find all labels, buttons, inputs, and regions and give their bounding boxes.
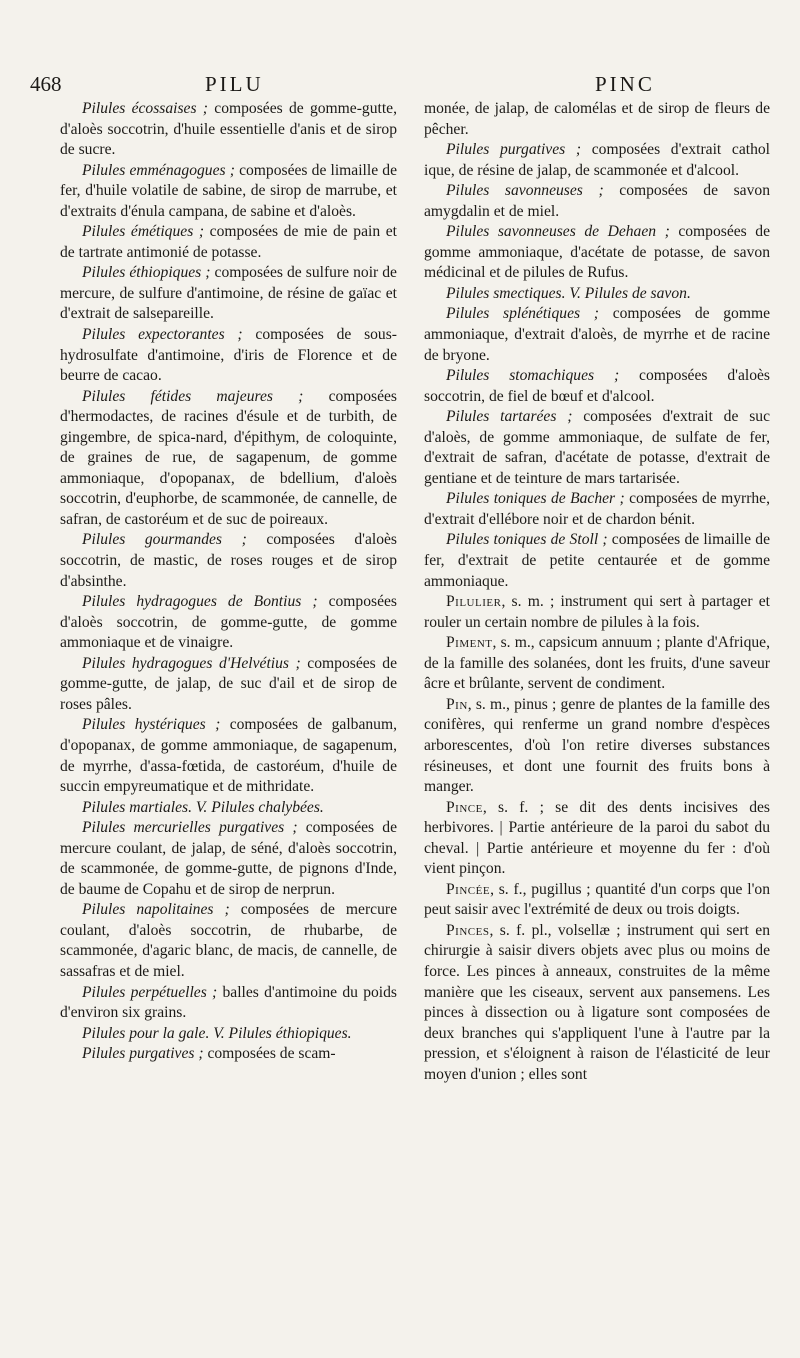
entry-definition: , s. m. ; instrument qui sert à partager et rouler un certain nombre de pilules à la fois. xyxy=(424,593,770,631)
dictionary-entry xyxy=(424,181,770,222)
dictionary-entry xyxy=(424,592,770,633)
entry-term: Pilules gourmandes ; xyxy=(82,531,247,549)
entry-term: Pilules purgatives ; xyxy=(446,141,582,159)
dictionary-entry xyxy=(424,921,770,1085)
dictionary-entry xyxy=(424,284,770,305)
entry-term: Pilules savonneuses de Dehaen ; xyxy=(446,223,670,241)
dictionary-entry xyxy=(424,633,770,695)
entry-term: Pilules napolitaines ; xyxy=(82,901,230,919)
entry-definition: composées de gomme ammoniaque, d'extrait d'aloès, de myrrhe et de racine de bryone. xyxy=(424,305,770,364)
headword: Pinces xyxy=(446,921,490,939)
entry-term: Pilules toniques de Bacher ; xyxy=(446,490,625,508)
dictionary-entry xyxy=(60,325,397,387)
dictionary-entry xyxy=(424,304,770,366)
entry-definition: composées de mercure coulant, d'aloès soccotrin, de rhubarbe, de scammonée, d'agaric blanc, de macis, de cannelle, de sassafras et de miel. xyxy=(60,901,397,980)
dictionary-entry xyxy=(424,695,770,798)
dictionary-entry xyxy=(424,366,770,407)
entry-term: Pilules savonneuses ; xyxy=(446,182,604,200)
entry-definition: composées de limaille de fer, d'huile volatile de sabine, de sirop de marrube, et d'extraits d'énula campana, de sabine et d'aloès. xyxy=(60,161,397,220)
dictionary-entry xyxy=(60,161,397,223)
entry-definition: composées de scam- xyxy=(203,1045,336,1063)
entry-term: Pilules tartarées ; xyxy=(446,408,573,426)
left-column xyxy=(60,99,397,1319)
headword: Piment xyxy=(446,634,493,652)
entry-definition: composées d'aloès soccotrin, de fiel de bœuf et d'alcool. xyxy=(424,367,770,405)
running-head-right: PINC xyxy=(595,72,655,96)
entry-definition: composées de sulfure noir de mercure, de sulfure d'antimoine, de résine de gaïac et d'extrait de salsepareille. xyxy=(60,264,397,323)
entry-definition: composées d'hermodactes, de racines d'ésule et de turbith, de gingembre, de spica-nard, d'épithym, de coloquinte, de graines de rue, de sagapenum, de gomme ammoniaque, d'opopanax, de bdellium, d'aloès soccotrin, d'euphorbe, de scammonée, de cannelle, de safran, de castoréum et de suc de poireaux. xyxy=(60,387,397,528)
headword: Pince xyxy=(446,798,483,816)
dictionary-entry xyxy=(60,222,397,263)
dictionary-entry xyxy=(60,818,397,900)
headword: Pincée xyxy=(446,880,491,898)
entry-term: Pilules hydragogues de Bontius ; xyxy=(82,593,318,611)
dictionary-entry xyxy=(60,263,397,325)
entry-definition: composées d'aloès soccotrin, de gomme-gutte, de gomme ammoniaque et de vinaigre. xyxy=(60,593,397,652)
entry-term: Pilules smectiques. V. Pilules de savon. xyxy=(446,284,691,302)
dictionary-entry xyxy=(60,387,397,531)
dictionary-entry xyxy=(424,140,770,181)
dictionary-entry xyxy=(60,530,397,592)
dictionary-entry xyxy=(424,880,770,921)
dictionary-entry xyxy=(424,798,770,880)
entry-definition: , s. f. ; se dit des dents incisives des herbivores. | Partie antérieure de la paroi du sabot du cheval. | Partie antérieure et moyenne du fer : d'où vient pinçon. xyxy=(424,798,770,878)
entry-definition: composées d'extrait de suc d'aloès, de gomme ammoniaque, de sulfate de fer, d'extrait de safran, d'acétate de potasse, d'extrait de gentiane et de teinture de mars tartarisée. xyxy=(424,408,770,487)
page-number: 468 xyxy=(30,72,62,96)
entry-definition: composées de myrrhe, d'extrait d'ellébore noir et de chardon bénit. xyxy=(424,490,770,528)
entry-definition: composées de limaille de fer, d'extrait de petite centaurée et de gomme ammoniaque. xyxy=(424,531,770,590)
entry-definition: composées de mercure coulant, de jalap, de séné, d'aloès soccotrin, de scammonée, de gomme-gutte, de pignons d'Inde, de baume de Copahu et de sirop de nerprun. xyxy=(60,819,397,898)
entry-definition: composées de mie de pain et de tartrate antimonié de potasse. xyxy=(60,223,397,261)
entry-term: Pilules émétiques ; xyxy=(82,223,205,241)
dictionary-entry xyxy=(60,983,397,1024)
entry-definition: composées d'aloès soccotrin, de mastic, de roses rouges et de sirop d'absinthe. xyxy=(60,531,397,590)
entry-term: Pilules martiales. V. Pilules chalybées. xyxy=(82,798,324,816)
entry-definition: composées de sous-hydrosulfate d'antimoine, d'iris de Florence et de beurre de cacao. xyxy=(60,326,397,385)
entry-definition: , s. m., pinus ; genre de plantes de la famille des conifères, qui renferme un grand nombre d'espèces arborescentes, d'où l'on retire diverses substances résineuses, et dont une fournit des fruits bons à manger. xyxy=(424,695,770,796)
dictionary-entry xyxy=(424,222,770,284)
page-header xyxy=(30,72,778,102)
entry-term: Pilules fétides majeures ; xyxy=(82,387,304,405)
entry-definition: composées de gomme-gutte, de jalap, de suc d'ail et de sirop de roses pâles. xyxy=(60,654,397,713)
entry-term: Pilules pour la gale. V. Pilules éthiopiques. xyxy=(82,1024,352,1042)
entry-definition: composées de gomme ammoniaque, d'acétate de potasse, de savon médicinal et de pilules de Rufus. xyxy=(424,223,770,282)
dictionary-entry xyxy=(60,654,397,716)
right-column xyxy=(424,99,770,1319)
entry-definition: composées d'extrait cathol ique, de résine de jalap, de scammonée et d'alcool. xyxy=(424,141,770,179)
entry-term: Pilules stomachiques ; xyxy=(446,367,620,385)
entry-term: Pilules emménagogues ; xyxy=(82,161,235,179)
entry-term: Pilules écossaises ; xyxy=(82,100,209,117)
headword: Pin xyxy=(446,695,468,713)
entry-definition: balles d'antimoine du poids d'environ six grains. xyxy=(60,983,397,1022)
dictionary-entry xyxy=(60,1044,397,1065)
entry-term: Pilules hydragogues d'Helvétius ; xyxy=(82,654,301,672)
headword: Pilulier xyxy=(446,593,502,611)
entry-definition: , s. f. pl., volsellæ ; instrument qui sert en chirurgie à saisir divers objets avec plus ou moins de force. Les pinces à anneaux, construites de la même manière que les ciseaux, servent aux pansemens. Les pinces à dissection ou à ligature sont composées de deux branches qui s'appliquent l'une à l'autre par la pression, et s'éloignent à raison de l'élasticité de leur moyen d'union ; elles sont xyxy=(424,921,770,1083)
entry-term: Pilules perpétuelles ; xyxy=(82,983,218,1001)
running-head-left: PILU xyxy=(205,72,264,96)
dictionary-entry xyxy=(60,99,397,161)
entry-definition: , s. m., capsicum annuum ; plante d'Afrique, de la famille des solanées, dont les fruits, d'une saveur âcre et brûlante, servent de condiment. xyxy=(424,634,770,693)
entry-term: Pilules éthiopiques ; xyxy=(82,264,211,282)
entry-term: Pilules hystériques ; xyxy=(82,716,221,734)
dictionary-entry xyxy=(60,592,397,654)
entry-term: Pilules toniques de Stoll ; xyxy=(446,531,608,549)
entry-definition: composées de gomme-gutte, d'aloès soccotrin, d'huile essentielle d'anis et de sirop de sucre. xyxy=(60,100,397,159)
entry-term: Pilules expectorantes ; xyxy=(82,326,243,344)
entry-term: Pilules splénétiques ; xyxy=(446,305,599,323)
entry-definition: composées de savon amygdalin et de miel. xyxy=(424,182,770,220)
entry-definition: , s. f., pugillus ; quantité d'un corps que l'on peut saisir avec l'extrémité de deux ou trois doigts. xyxy=(424,880,770,919)
dictionary-entry xyxy=(424,530,770,592)
entry-definition: composées de galbanum, d'opopanax, de gomme ammoniaque, de sagapenum, de myrrhe, d'assa-fœtida, de castoréum, d'huile de succin empyreumatique et de mithridate. xyxy=(60,716,397,796)
dictionary-entry xyxy=(60,900,397,982)
entry-continuation xyxy=(424,99,770,140)
entry-term: Pilules mercurielles purgatives ; xyxy=(82,819,298,837)
entry-term: Pilules purgatives ; xyxy=(82,1045,204,1063)
dictionary-entry xyxy=(60,1024,397,1045)
dictionary-entry xyxy=(60,798,397,819)
dictionary-entry xyxy=(424,489,770,530)
dictionary-entry xyxy=(424,407,770,489)
dictionary-entry xyxy=(60,715,397,797)
entry-definition: monée, de jalap, de calomélas et de sirop de fleurs de pêcher. xyxy=(424,100,770,138)
